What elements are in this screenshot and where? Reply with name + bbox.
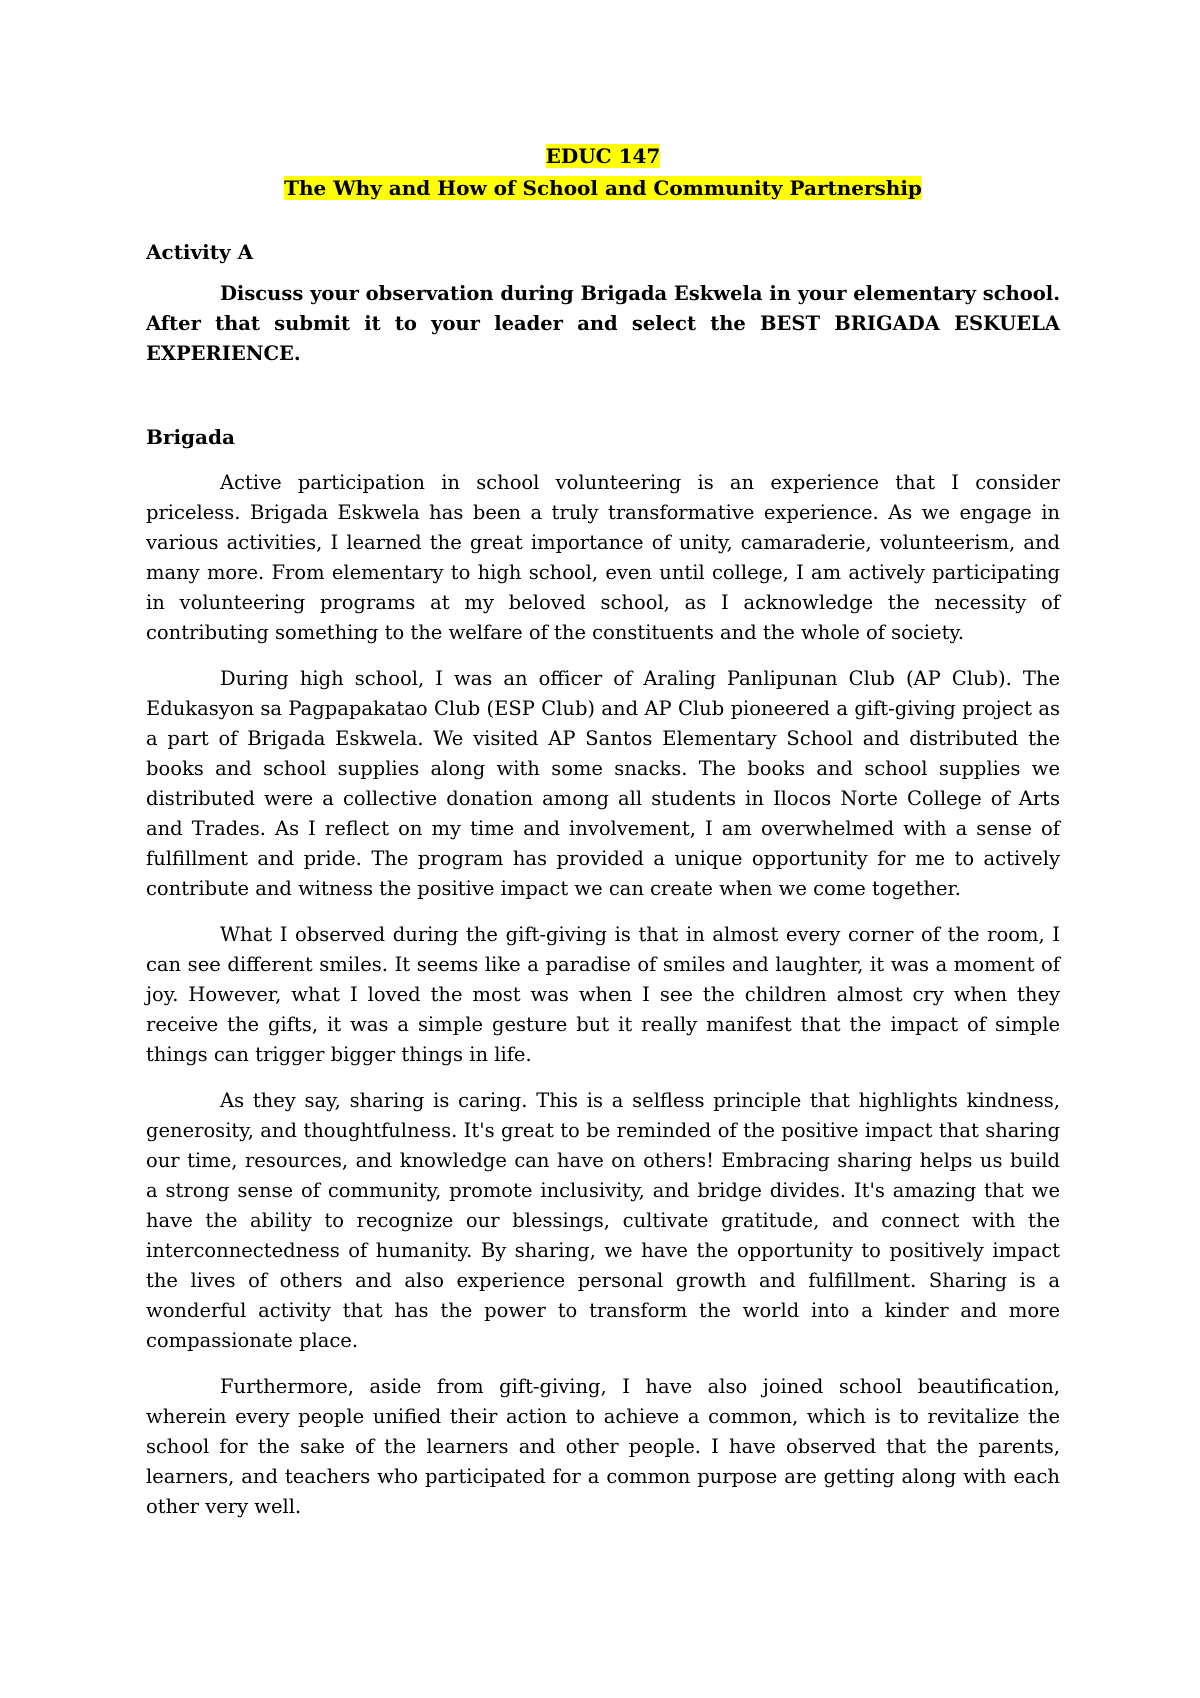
essay-paragraph: What I observed during the gift-giving is that in almost every corner of the room, I can see different smiles. It seems like a paradise of smiles and laughter, it was a moment of joy. However, what I loved the most was when I see the children almost cry when they receive the gifts, it was a simple gesture but it really manifest that the impact of simple things can trigger bigger things in life. [146,923,1060,1066]
course-code: EDUC 147 [545,144,661,168]
activity-instructions: Discuss your observation during Brigada Eskwela in your elementary school. After that submit it to your leader and select the BEST BRIGADA ESKUELA EXPERIENCE. [146,282,1060,365]
essay-paragraph: Active participation in school volunteering is an experience that I consider priceless. Brigada Eskwela has been a truly transformative experience. As we engage in various activities, I learned the great importance of unity, camaraderie, volunteerism, and many more. From elementary to high school, even until college, I am actively participating in volunteering programs at my beloved school, as I acknowledge the necessity of contributing something to the welfare of the constituents and the whole of society. [146,471,1060,644]
essay-paragraph: As they say, sharing is caring. This is a selfless principle that highlights kindness, generosity, and thoughtfulness. It's great to be reminded of the positive impact that sharing our time, resources, and knowledge can have on others! Embracing sharing helps us build a strong sense of community, promote inclusivity, and bridge divides. It's amazing that we have the ability to recognize our blessings, cultivate gratitude, and connect with the interconnectedness of humanity. By sharing, we have the opportunity to positively impact the lives of others and also experience personal growth and fulfillment. Sharing is a wonderful activity that has the power to transform the world into a kinder and more compassionate place. [146,1089,1060,1352]
document-header [146,140,1060,204]
essay-body [146,468,1060,1522]
course-code-line [146,140,1060,172]
course-title-line [146,172,1060,204]
document-content [146,140,1060,1522]
essay-paragraph: Furthermore, aside from gift-giving, I have also joined school beautification, wherein every people unified their action to achieve a common, which is to revitalize the school for the sake of the learners and other people. I have observed that the parents, learners, and teachers who participated for a common purpose are getting along with each other very well. [146,1375,1060,1518]
essay-paragraph: During high school, I was an officer of Araling Panlipunan Club (AP Club). The Edukasyon sa Pagpapakatao Club (ESP Club) and AP Club pioneered a gift-giving project as a part of Brigada Eskwela. We visited AP Santos Elementary School and distributed the books and school supplies along with some snacks. The books and school supplies we distributed were a collective donation among all students in Ilocos Norte College of Arts and Trades. As I reflect on my time and involvement, I am overwhelmed with a sense of fulfillment and pride. The program has provided a unique opportunity for me to actively contribute and witness the positive impact we can create when we come together. [146,667,1060,900]
activity-label: Activity A [146,240,254,264]
essay-title: Brigada [146,425,235,449]
course-title: The Why and How of School and Community Partnership [284,176,922,200]
